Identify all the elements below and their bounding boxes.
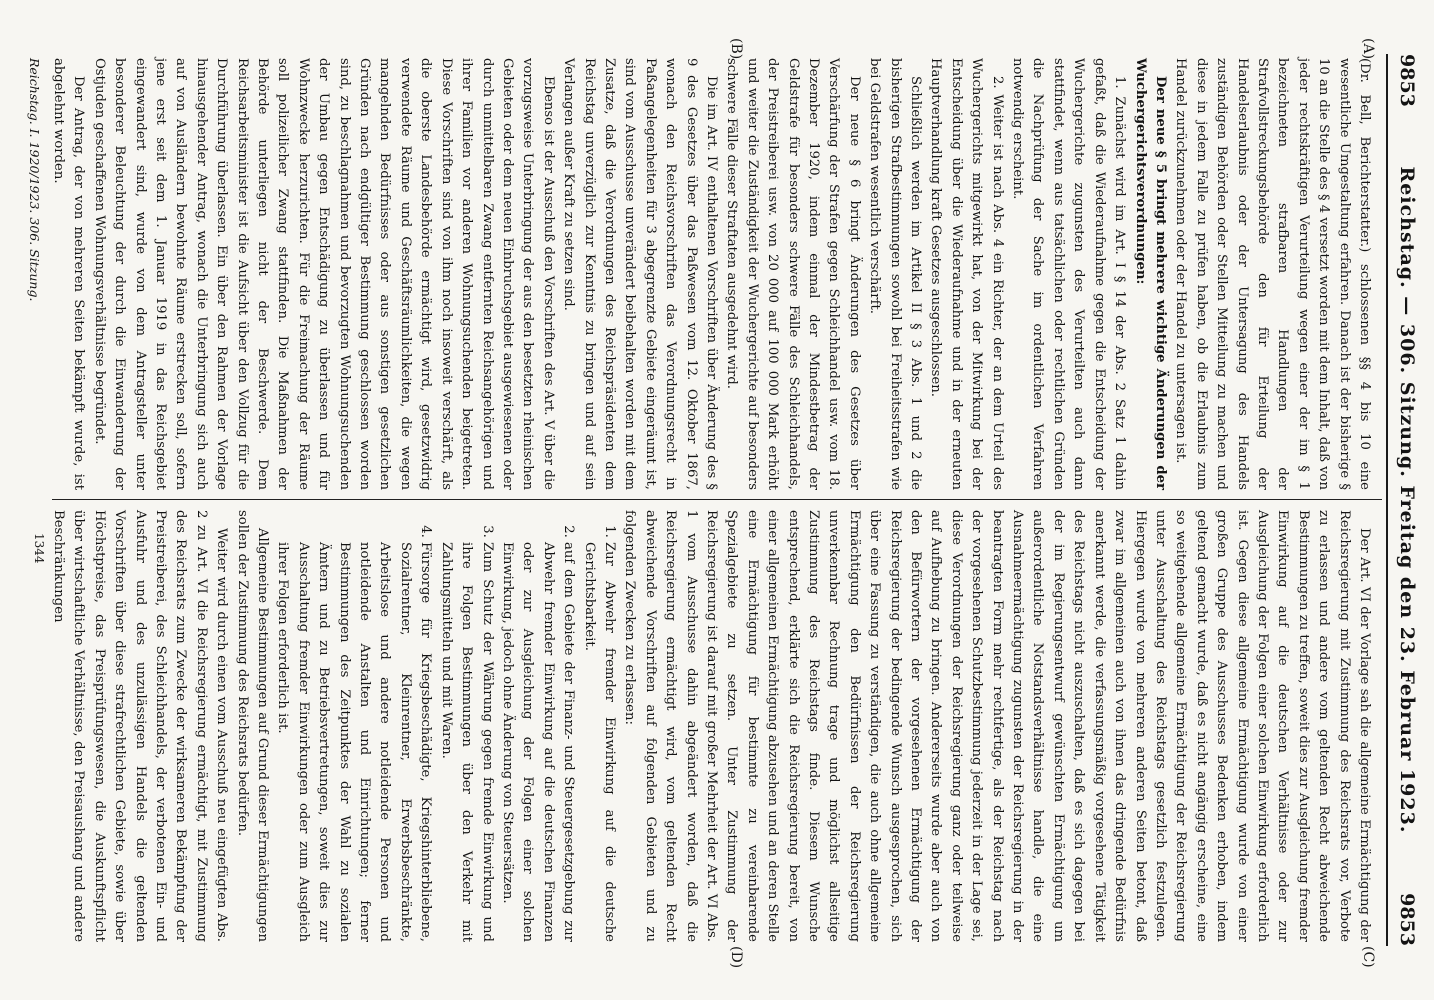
footer-page-number: 1344 xyxy=(32,533,46,564)
enumerated-list xyxy=(272,510,619,942)
header-title: Reichstag. — 306. Sitzung. Freitag den 23. Februar 1923. xyxy=(1396,166,1418,834)
left-paragraph-1: (Dr. Bell, Berichterstatter.) schlossenen §§ 4 bis 10 eine wesentliche Umgestaltung erfahren. Danach ist der bisherige § 10 an die Stelle des § 4 versetzt worden mit dem Inhalt, daß von jeder rechtskräftigen Verurteilung wegen einer der im § 1 bezeichneten strafbaren Handlungen der Strafvollstreckungsbehörde den für Erteilung der Handelserlaubnis oder der Untersagung des Handels zuständigen Behörden oder Stellen Mitteilung zu machen und diese in jedem Falle zu prüfen haben, ob die Erlaubnis zum Handel zurückzunehmen oder der Handel zu untersagen ist. xyxy=(1173,58,1372,490)
right-paragraph-3: Weiter wird durch einen vom Ausschuß neu eingefügten Abs. 2 zu Art. VI die Reichsregierung ermächtigt, mit Zustimmung des Reichsrats zum Zwecke der wirksameren Bekämpfung der Preistreiberei, des Schleichhandels, der verbotenen Ein- und Ausfuhr und des unzulässigen Handels die geltenden Vorschriften über diese strafrechtlichen Gebiete, sowie über Höchstpreise, das Preisprüfungswesen, die Auskunftspflicht über wirtschaftliche Verhältnisse, den Preisaushang und andere Beschränkungen xyxy=(51,510,230,942)
margin-mark-d: (D) xyxy=(728,946,744,969)
left-paragraph-3: 1. Zunächst wird im Art. I § 14 der Abs. 2 Satz 1 dahin gefaßt, daß die Wiederaufnahme gegen die Entscheidung der Wuchergerichte zugunsten des Verurteilten auch dann stattfindet, wenn aus tatsächlichen oder rechtlichen Gründen die Nachprüfung der Sache im ordentlichen Verfahren notwendig erscheint. xyxy=(1010,58,1128,490)
right-column xyxy=(51,510,1374,942)
list-item: 3. Zum Schutz der Währung gegen fremde Einwirkung und ihre Folgen Bestimmungen über den Verkehr mit Zahlungsmitteln und mit Waren. xyxy=(435,542,496,942)
left-paragraph-5: Schließlich werden im Artikel II § 3 Abs. 1 und 2 die bisherigen Strafbestimmungen sowohl bei Freiheitsstrafen wie bei Geldstrafen wesentlich verschärft. xyxy=(867,58,924,490)
footer-source: Reichstag. I. 1920/1923. 306. Sitzung. xyxy=(27,58,42,302)
margin-mark-c: (C) xyxy=(1360,946,1376,968)
header-rule xyxy=(1386,54,1388,946)
column-divider xyxy=(52,499,1382,500)
right-paragraph-1: Der Art. VI der Vorlage sah die allgemeine Ermächtigung der Reichsregierung mit Zustimmung des Reichsrats vor, Verbote zu erlassen und andere vom geltenden Recht abweichende Bestimmungen zu treffen, soweit dies zur Ausgleichung fremder Einwirkung auf die deutschen Verhältnisse oder zur Ausgleichung der Folgen einer solchen Einwirkung erforderlich ist. Gegen diese allgemeine Ermächtigung wurde von einer großen Gruppe des Ausschusses Bedenken erhoben, indem geltend gemacht wurde, daß es nicht angängig erscheine, eine so weitgehende allgemeine Ermächtigung der Reichsregierung unter Ausschaltung des Reichstags gesetzlich festzulegen. Hiergegen wurde von mehreren anderen Seiten betont, daß zwar im allgemeinen auch von ihnen das dringende Bedürfnis anerkannt werde, die verfassungsmäßig vorgesehene Tätigkeit des Reichstags nicht auszuschalten, daß es sich dagegen bei der im Regierungsentwurf gewünschten Ermächtigung um außerordentliche Notstandsverhältnisse handle, die eine Ausnahmeermächtigung zugunsten der Reichsregierung in der beantragten Form mehr rechtfertige, als der Reichstag nach der vorgesehenen Schutzbestimmung jederzeit in der Lage sei, diese Verordnungen der Reichsregierung ganz oder teilweise auf Aufhebung zu bringen. Andererseits wurde aber auch von den Befürwortern der vorgesehenen Ermächtigung der Reichsregierung der bedingende Wunsch ausgesprochen, sich über eine Fassung zu verständigen, die auch ohne allgemeine Ermächtigung den Bedürfnissen der Reichsregierung unverkennbar Rechnung trage und möglichst allseitige Zustimmung des Reichstags finde. Diesem Wunsche entsprechend, erklärte sich die Reichsregierung bereit, von einer allgemeinen Ermächtigung abzusehen und an deren Stelle eine Ermächtigung für bestimmte zu vereinbarende Spezialgebiete zu setzen. Unter Zustimmung der Reichsregierung ist darauf mit großer Mehrheit der Art. VI Abs. 1 vom Ausschusse dahin abgeändert worden, daß die Reichsregierung ermächtigt wird, vom geltenden Recht abweichende Vorschriften auf folgenden Gebieten und zu folgenden Zwecken zu erlassen: xyxy=(622,510,1372,942)
left-paragraph-4: 2. Weiter ist nach Abs. 4 ein Richter, der an dem Urteil des Wuchergerichts mitgewirkt hat, von der Mitwirkung bei der Entscheidung über die Wiederaufnahme und in der erneuten Hauptverhandlung kraft Gesetzes ausgeschlossen. xyxy=(928,58,1005,490)
header-page-number-right: 9853 xyxy=(1396,893,1418,946)
header-page-number-left: 9853 xyxy=(1396,54,1418,107)
list-item: 2. auf dem Gebiete der Finanz- und Steuergesetzgebung zur Abwehr fremder Einwirkung auf die deutschen Finanzen oder zur Ausgleichung der Folgen einer solchen Einwirkung, jedoch ohne Änderung von Steuersätzen. xyxy=(497,542,579,942)
left-paragraph-2: Der neue § 5 bringt mehrere wichtige Änderungen der Wuchergerichtsverordnungen: xyxy=(1132,58,1168,490)
margin-mark-a: (A) xyxy=(1360,38,1376,60)
left-paragraph-8: Ebenso ist der Ausschuß den Vorschriften des Art. V über die vorzugsweise Unterbringung der aus den besetzten rheinischen Gebieten oder dem neuen Einbruchsgebiet ausgewiesenen oder durch unmittelbaren Zwang entfernten Reichsangehörigen und ihrer Familien vor anderen Wohnungsuchenden beigetreten. Diese Vorschriften sind von ihm noch insoweit verschärft, als die oberste Landesbehörde ermächtigt wird, gesetzwidrig verwendete Räume und Geschäftsräumlichkeiten, die wegen mangelnden Bedürfnisses oder aus sonstigen gesetzlichen Gründen nach endgültiger Bestimmung geschlossen worden sind, zu beschlagnahmen und bevorzugten Wohnungsuchenden der Umbau gegen Entschädigung zu überlassen und für Wohnzwecke herzurichten. Für die Freimachung der Räume soll polizeilicher Zwang stattfinden. Die Maßnahmen der Behörde unterliegen nicht der Beschwerde. Dem Reichsarbeitsminister ist die Aufsicht über den Vollzug für die Durchführung überlassen. Ein über den Rahmen der Vorlage hinausgehender Antrag, wonach die Unterbringung sich auch auf von Ausländern bewohnte Räume erstrecken soll, sofern jene erst seit dem 1. Januar 1919 in das Reichsgebiet eingewandert sind, wurde von dem Antragsteller unter besonderer Beleuchtung der durch die Einwanderung der Ostjuden geschaffenen Wohnungsverhältnisse begründet. xyxy=(91,58,556,490)
margin-mark-b: (B) xyxy=(728,38,744,60)
left-paragraph-7: Die im Art. IV enthaltenen Vorschriften über Änderung des § 9 des Gesetzes über das Paßwesen vom 12. Oktober 1867, wonach den Reichsvorschriften das Verordnungsrecht in Paßangelegenheiten für 3 abgegrenzte Gebiete eingeräumt ist, sind vom Ausschusse unverändert beibehalten worden mit dem Zusatze, daß die Verordnungen des Reichspräsidenten dem Reichstag unverzüglich zur Kenntnis zu bringen und auf sein Verlangen außer Kraft zu setzen sind. xyxy=(561,58,719,490)
list-item: 4. Fürsorge für Kriegsbeschädigte, Kriegshinterbliebene, Sozialrentner, Kleinrentner, Erwerbsbeschränkte, Arbeitslose und andere notleidende Personen und notleidende Anstalten und Einrichtungen; ferner Bestimmungen des Zeitpunktes der Wahl zu sozialen Ämtern und zu Betriebsvertretungen, soweit dies zur Ausschaltung fremder Einwirkungen oder zum Ausgleich ihrer Folgen erforderlich ist. xyxy=(272,542,435,942)
left-column xyxy=(51,58,1374,490)
list-item: 1. Zur Abwehr fremder Einwirkung auf die deutsche Gerichtsbarkeit. xyxy=(578,542,619,942)
right-paragraph-2: Allgemeine Bestimmungen auf Grund dieser Ermächtigungen sollen der Zustimmung des Reichsrats bedürfen. xyxy=(234,510,271,942)
page-footer xyxy=(27,58,46,564)
page-header xyxy=(1394,54,1418,946)
left-paragraph-6: Der neue § 6 bringt Änderungen des Gesetzes über Verschärfung der Strafen gegen Schleichhandel usw. vom 18. Dezember 1920, indem einmal der Mindestbetrag der Geldstrafe für besonders schwere Fälle des Schleichhandels, der Preistreiberei usw. von 20 000 auf 100 000 Mark erhöht und weiter die Zuständigkeit der Wuchergerichte auf besonders schwere Fälle dieser Straftaten ausgedehnt wird. xyxy=(724,58,862,490)
left-paragraph-9: Der Antrag, der von mehreren Seiten bekämpft wurde, ist abgelehnt worden. xyxy=(51,58,87,490)
